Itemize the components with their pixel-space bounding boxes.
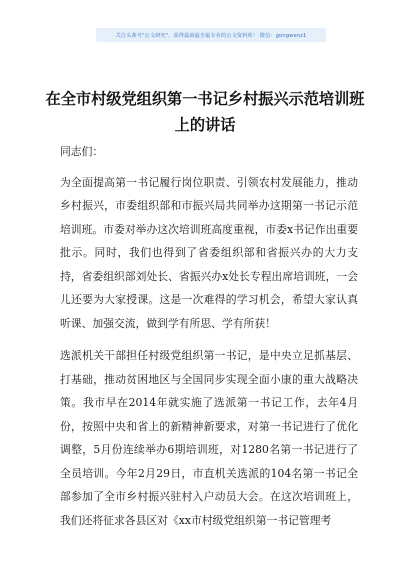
- body-paragraph-2: 选派机关干部担任村级党组织第一书记，是中央立足抓基层、打基础，推动贫困地区与全国同步实现全面小康的重大战略决策。我市早在2014年就实施了选派第一书记工作，去年4月份，按照中央和省上的新精神新要求，对第一书记进行了优化调整，5月份连续举办6期培训班，对1280名第一书记进行了全员培训。今年2月29日，市直机关选派的104名第一书记全部参加了全市乡村振兴驻村入户动员大会。在这次培训班上，我们还将征求各县区对《xx市村级党组织第一书记管理考: [60, 349, 358, 527]
- header-promo-banner: [96, 28, 326, 42]
- body-paragraph-1: 为全面提高第一书记履行岗位职责、引领农村发展能力，推动乡村振兴，市委组织部和市振兴局共同举办这期第一书记示范培训班。市委对举办这次培训班高度重视，市委x书记作出重要批示。同时，我们也得到了省委组织部和省振兴办的大力支持，省委组织部刘处长、省振兴办x处长专程出席培训班，一会儿还要为大家授课。这是一次难得的学习机会，希望大家认真听课、加强交流，做到学有所思、学有所获！: [60, 175, 358, 330]
- document-title: 在全市村级党组织第一书记乡村振兴示范培训班上的讲话: [45, 90, 365, 134]
- banner-text: 关注头条号"公文研究"，获得最新最全最专业的公文资料库！ 微信：gongwenz1: [115, 32, 307, 39]
- salutation: 同志们：: [60, 145, 104, 158]
- document-body: [60, 140, 358, 532]
